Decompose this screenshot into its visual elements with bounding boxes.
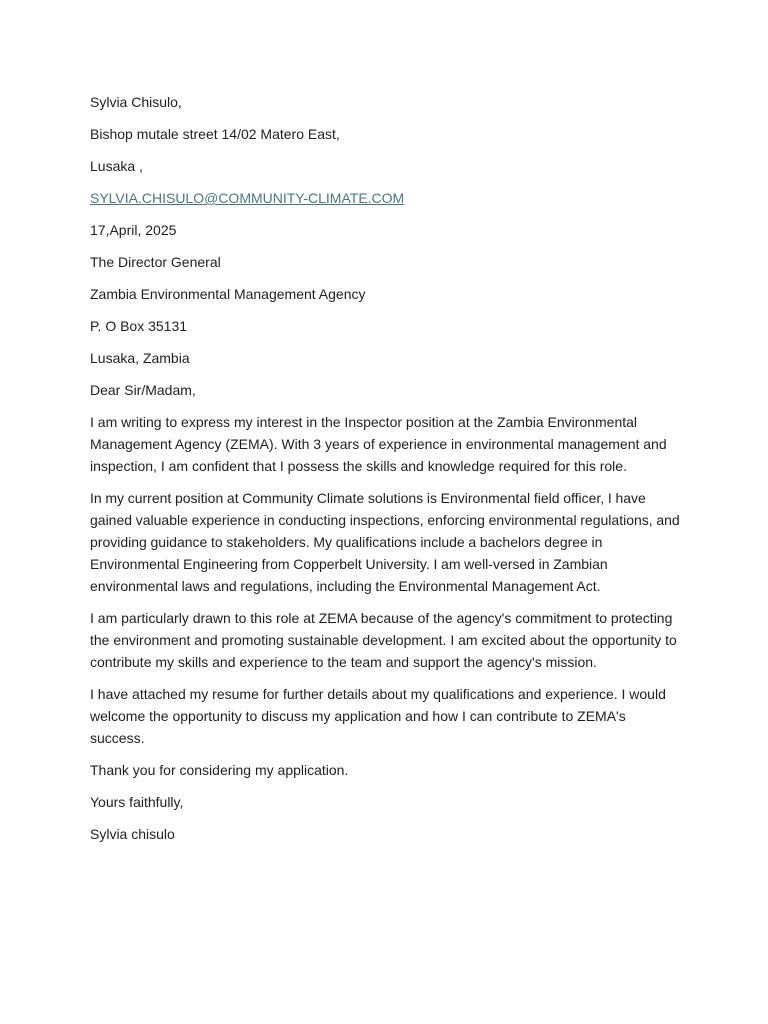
cover-letter <box>90 91 680 855</box>
body-paragraph-motivation: I am particularly drawn to this role at ZEMA because of the agency's commitment to protecting the environment and promoting sustainable development. I am excited about the opportunity to contribute my skills and experience to the team and support the agency's mission. <box>90 610 677 670</box>
body-paragraph-experience: In my current position at Community Climate solutions is Environmental field officer, I have gained valuable experience in conducting inspections, enforcing environmental regulations, and providing guidance to stakeholders. My qualifications include a bachelors degree in Environmental Engineering from Copperbelt University. I am well-versed in Zambian environmental laws and regulations, including the Environmental Management Act. <box>90 490 680 594</box>
sender-email-line <box>90 187 680 209</box>
body-paragraph-thanks: Thank you for considering my application. <box>90 762 349 778</box>
recipient-organization: Zambia Environmental Management Agency <box>90 286 366 302</box>
salutation: Dear Sir/Madam, <box>90 382 196 398</box>
sender-street: Bishop mutale street 14/02 Matero East, <box>90 126 340 142</box>
letter-date: 17,April, 2025 <box>90 222 177 238</box>
sender-city: Lusaka , <box>90 158 143 174</box>
sender-email-link[interactable]: SYLVIA.CHISULO@COMMUNITY-CLIMATE.COM <box>90 190 405 206</box>
closing: Yours faithfully, <box>90 794 184 810</box>
body-paragraph-resume: I have attached my resume for further details about my qualifications and experience. I would welcome the opportunity to discuss my application and how I can contribute to ZEMA's success. <box>90 686 666 746</box>
body-paragraph-intro: I am writing to express my interest in the Inspector position at the Zambia Environmental Management Agency (ZEMA). With 3 years of experience in environmental management and inspection, I am confident that I possess the skills and knowledge required for this role. <box>90 414 667 474</box>
recipient-title: The Director General <box>90 254 221 270</box>
recipient-city: Lusaka, Zambia <box>90 350 190 366</box>
sender-name: Sylvia Chisulo, <box>90 94 182 110</box>
recipient-po-box: P. O Box 35131 <box>90 318 188 334</box>
signature-name: Sylvia chisulo <box>90 826 175 842</box>
